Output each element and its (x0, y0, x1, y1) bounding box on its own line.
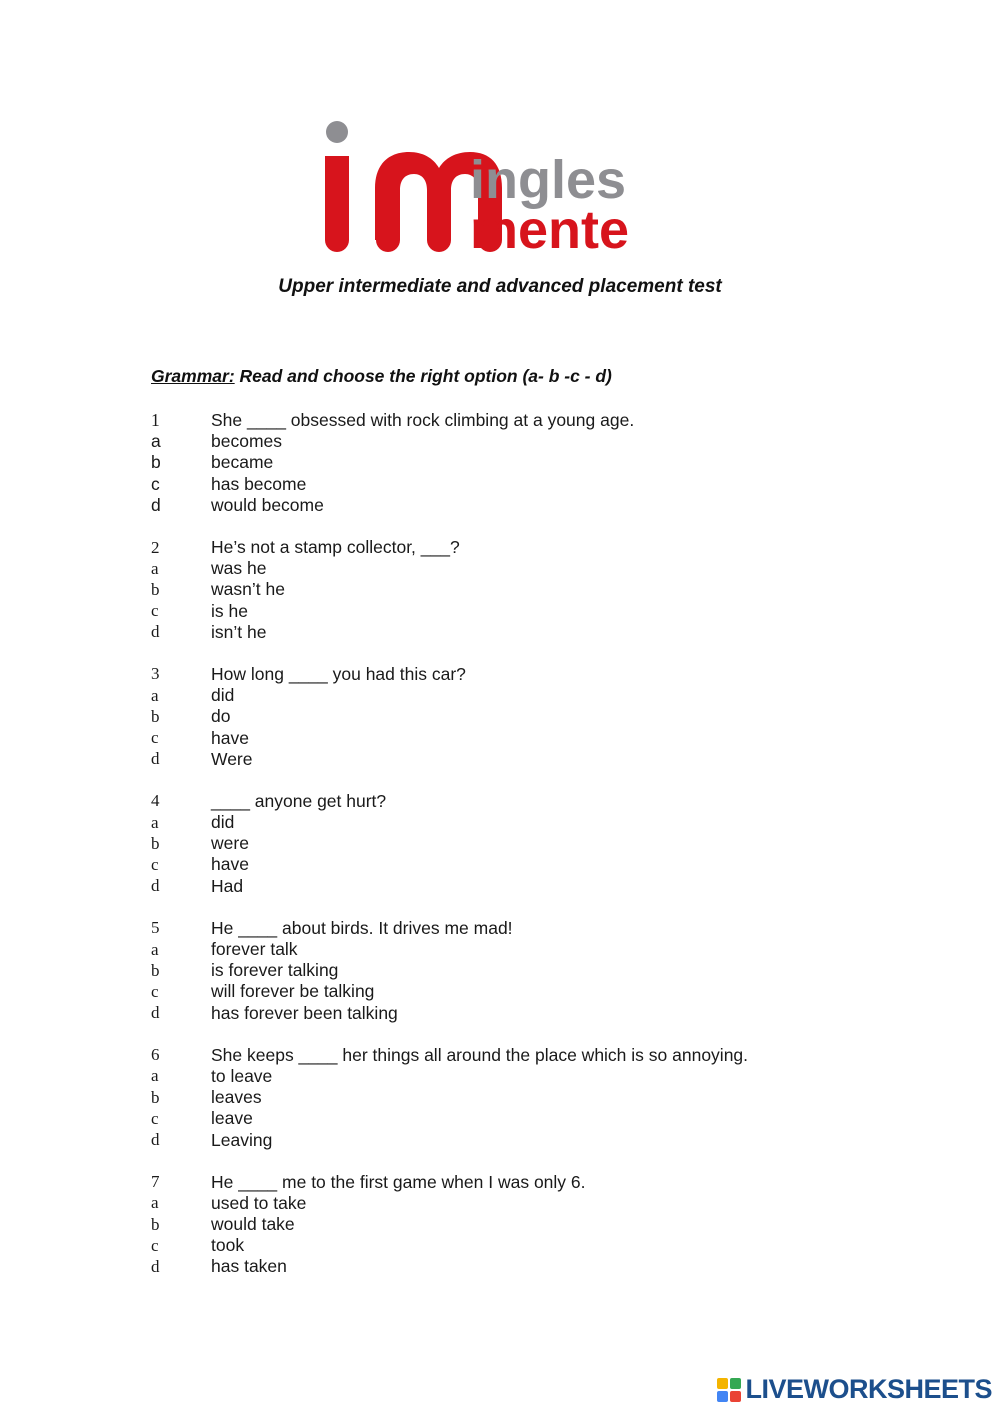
option-letter: d (151, 876, 160, 896)
question-6 (151, 1045, 911, 1151)
logo-dot (326, 121, 348, 143)
option-text: is forever talking (211, 960, 339, 981)
option-row[interactable] (151, 1066, 911, 1087)
question-number: 7 (151, 1172, 160, 1192)
option-text: becomes (211, 431, 283, 452)
option-text: has taken (211, 1256, 287, 1277)
question-stem: ____ anyone get hurt? (211, 790, 387, 811)
option-row[interactable] (151, 727, 911, 748)
option-letter: b (151, 452, 161, 473)
question-7 (151, 1172, 911, 1278)
option-row[interactable] (151, 1129, 911, 1150)
inglesmente-logo (318, 118, 688, 258)
question-number: 4 (151, 791, 160, 811)
option-text: to leave (211, 1065, 273, 1086)
option-row[interactable] (151, 939, 911, 960)
option-letter: d (151, 1256, 160, 1276)
option-text: forever talk (211, 939, 298, 960)
question-number: 5 (151, 918, 160, 938)
option-text: will forever be talking (211, 981, 375, 1002)
option-letter: c (151, 473, 160, 494)
option-row[interactable] (151, 1235, 911, 1256)
option-letter: a (151, 558, 159, 578)
option-text: leaves (211, 1087, 262, 1108)
option-row[interactable] (151, 1193, 911, 1214)
question-1 (151, 410, 911, 516)
option-row[interactable] (151, 601, 911, 622)
question-number: 2 (151, 537, 160, 557)
question-stem: He ____ me to the first game when I was only 6. (211, 1171, 586, 1192)
option-text: have (211, 727, 249, 748)
option-row[interactable] (151, 495, 911, 516)
option-text: isn’t he (211, 621, 267, 642)
option-text: has become (211, 473, 307, 494)
option-text: did (211, 812, 235, 833)
option-letter: d (151, 1003, 160, 1023)
option-row[interactable] (151, 452, 911, 473)
question-number: 1 (151, 410, 160, 431)
question-stem-row (151, 410, 911, 431)
question-stem: She ____ obsessed with rock climbing at a young age. (211, 410, 635, 431)
option-row[interactable] (151, 474, 911, 495)
option-letter: d (151, 494, 161, 515)
question-5 (151, 918, 911, 1024)
option-row[interactable] (151, 1256, 911, 1277)
option-letter: c (151, 854, 159, 874)
option-text: Were (211, 748, 253, 769)
logo-graphic (318, 118, 688, 258)
option-letter: a (151, 1066, 159, 1086)
option-letter: b (151, 833, 160, 853)
question-4 (151, 791, 911, 897)
question-stem-row (151, 1045, 911, 1066)
option-letter: b (151, 960, 160, 980)
question-stem: She keeps ____ her things all around the place which is so annoying. (211, 1044, 749, 1065)
option-letter: a (151, 812, 159, 832)
instruction-text: Read and choose the right option (a- b -c - d) (234, 366, 612, 386)
option-text: Leaving (211, 1129, 273, 1150)
option-row[interactable] (151, 579, 911, 600)
option-letter: d (151, 749, 160, 769)
option-text: would become (211, 494, 324, 515)
option-letter: a (151, 431, 161, 452)
option-letter: b (151, 1087, 160, 1107)
option-row[interactable] (151, 1214, 911, 1235)
logo-line2: mente (470, 200, 630, 258)
option-row[interactable] (151, 431, 911, 452)
option-letter: c (151, 601, 159, 621)
option-letter: d (151, 1130, 160, 1150)
document-title: Upper intermediate and advanced placement test (278, 276, 722, 297)
question-stem: He’s not a stamp collector, ___? (211, 537, 460, 558)
question-list (151, 410, 911, 1299)
option-text: were (211, 833, 249, 854)
option-row[interactable] (151, 706, 911, 727)
question-stem-row (151, 918, 911, 939)
question-stem-row (151, 537, 911, 558)
option-row[interactable] (151, 812, 911, 833)
option-text: do (211, 706, 231, 727)
question-number: 3 (151, 664, 160, 684)
option-text: used to take (211, 1192, 307, 1213)
option-letter: b (151, 706, 160, 726)
question-stem-row (151, 791, 911, 812)
watermark-text: LIVEWORKSHEETS (745, 1374, 992, 1404)
option-text: took (211, 1235, 245, 1256)
option-letter: d (151, 622, 160, 642)
option-row[interactable] (151, 685, 911, 706)
option-text: was he (211, 558, 267, 579)
question-stem-row (151, 1172, 911, 1193)
question-stem: How long ____ you had this car? (211, 663, 466, 684)
option-text: did (211, 685, 235, 706)
section-label: Grammar: (151, 366, 235, 386)
option-letter: c (151, 728, 159, 748)
option-row[interactable] (151, 960, 911, 981)
question-stem: He ____ about birds. It drives me mad! (211, 917, 513, 938)
liveworksheets-watermark (716, 1374, 992, 1405)
question-3 (151, 664, 911, 770)
option-letter: a (151, 1193, 159, 1213)
option-row[interactable] (151, 622, 911, 643)
option-text: Had (211, 875, 244, 896)
option-letter: c (151, 981, 159, 1001)
option-row[interactable] (151, 981, 911, 1002)
option-letter: b (151, 579, 160, 599)
option-text: has forever been talking (211, 1002, 398, 1023)
option-row[interactable] (151, 1087, 911, 1108)
question-2 (151, 537, 911, 643)
logo-line1: ingles (470, 150, 627, 210)
option-row[interactable] (151, 854, 911, 875)
option-letter: c (151, 1235, 159, 1255)
option-letter: c (151, 1108, 159, 1128)
option-row[interactable] (151, 1108, 911, 1129)
option-text: became (211, 452, 274, 473)
option-row[interactable] (151, 558, 911, 579)
option-row[interactable] (151, 876, 911, 897)
option-text: is he (211, 600, 248, 621)
option-letter: b (151, 1214, 160, 1234)
option-text: leave (211, 1108, 253, 1129)
option-row[interactable] (151, 749, 911, 770)
question-stem-row (151, 664, 911, 685)
option-row[interactable] (151, 1003, 911, 1024)
option-row[interactable] (151, 833, 911, 854)
option-letter: a (151, 939, 159, 959)
option-text: have (211, 854, 249, 875)
option-letter: a (151, 685, 159, 705)
liveworksheets-logo-icon (716, 1377, 742, 1403)
grammar-instruction (151, 366, 612, 387)
option-text: wasn’t he (211, 579, 285, 600)
option-text: would take (211, 1214, 295, 1235)
question-number: 6 (151, 1045, 160, 1065)
